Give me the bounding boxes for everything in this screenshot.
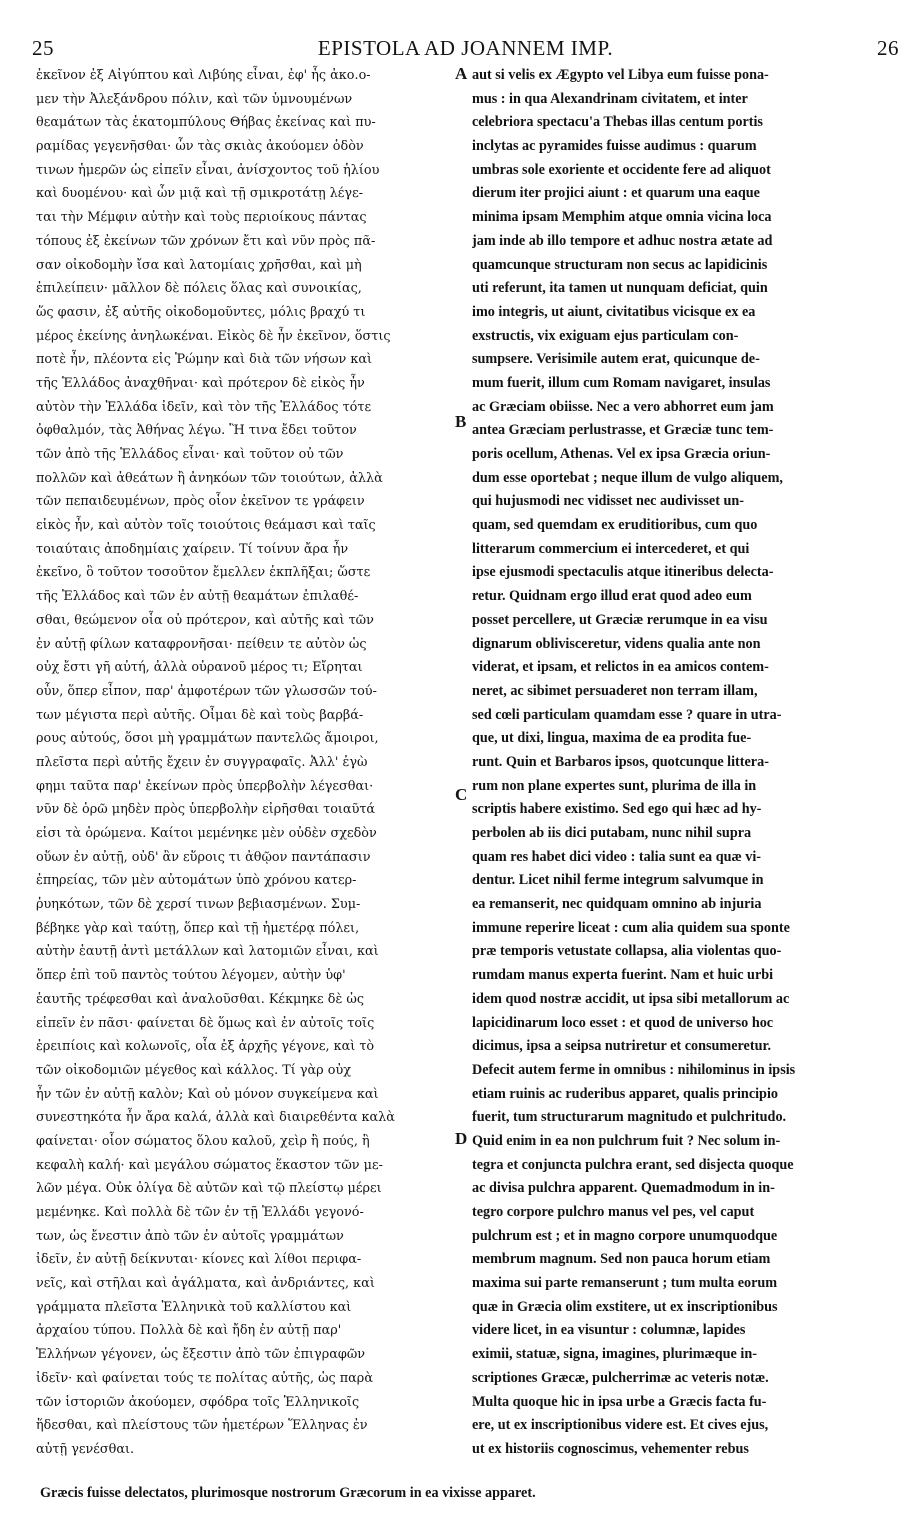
greek-text-line: ῥυηκότων, τῶν δὲ χερσί τινων βεβιασμένων. Συμ- (36, 897, 361, 913)
greek-text-line: μεμένηκε. Καὶ πολλὰ δὲ τῶν ἐν τῇ Ἑλλάδι γεγονό- (36, 1205, 364, 1220)
latin-text-line: litterarum commercium ei intercederet, et qui (472, 540, 750, 557)
latin-text-line: præ temporis vetustate collapsa, alia violentas quo- (472, 943, 782, 960)
greek-text-line: οὕων ἐν αὐτῇ, οὐδ' ἂν εὕροις τι ἀθῷον παντάπασιν (36, 849, 371, 865)
latin-text-line: pulchrum est ; et in magno corpore unumquodque (472, 1227, 778, 1244)
greek-text-line: γράμματα πλεῖστα Ἑλληνικὰ τοῦ καλλίστου καὶ (36, 1299, 352, 1315)
latin-text-line: uti referunt, ita tamen ut nunquam deficiat, quin (472, 280, 768, 297)
latin-text-line: rumdam manus experta fuerint. Nam et huic urbi (472, 967, 774, 984)
greek-text-line: λῶν μέγα. Οὐκ ὀλίγα δὲ αὐτῶν καὶ τῷ πλείστῳ μέρει (36, 1181, 382, 1197)
greek-text-line: βέβηκε γὰρ καὶ ταύτῃ, ὅπερ καὶ τῇ ἡμετέρᾳ πόλει, (36, 920, 360, 936)
latin-text-line: ac Græciam obiisse. Nec a vero abhorret eum jam (472, 398, 774, 415)
greek-text-line: ραμίδας γεγενῆσθαι· ὧν τὰς σκιὰς ἀκούομεν ὁδὸν (36, 139, 364, 155)
greek-text-line: ἐκεῖνο, ὃ τοῦτον τοσοῦτον ἔμελλεν ἐκπλῆξαι; ὥστε (36, 565, 371, 581)
greek-text-line: ὥς φασιν, ἐξ αὐτῆς οἰκοδομοῦντες, μόλις βραχύ τι (36, 304, 366, 320)
greek-text-line: οὐχ ἔστι γῆ αὐτή, ἀλλὰ οὐρανοῦ μέρος τι; Εἴρηται (36, 660, 363, 676)
latin-text-line: Quid enim in ea non pulchrum fuit ? Nec solum in- (472, 1132, 781, 1149)
latin-text-line: poris ocellum, Athenas. Vel ex ipsa Græcia oriun- (472, 446, 771, 462)
latin-text-line: quæ in Græcia olim exstitere, ut ex inscriptionibus (472, 1298, 778, 1315)
greek-text-line: ἥδεσθαι, καὶ πλείστους τῶν ἡμετέρων Ἕλληνας ἐν (36, 1418, 368, 1434)
latin-text-line: fuerit, tum structurarum magnitudo et pulchritudo. (472, 1109, 787, 1126)
latin-text-line: rum non plane expertes sunt, plurima de illa in (472, 777, 757, 794)
latin-text-line: quamcunque structuram non secus ac lapidicinis (472, 256, 768, 273)
greek-text-line: αὐτῇ γενέσθαι. (36, 1441, 135, 1457)
latin-text-line: maxima sui parte remanserunt ; tum multa eorum (472, 1275, 778, 1292)
greek-text-line: θεαμάτων τὰς ἑκατομπύλους Θήβας ἐκείνας καὶ πυ- (36, 115, 376, 131)
greek-text-line: αὐτὴν ἑαυτῇ ἀντὶ μετάλλων καὶ λατομιῶν εἶναι, καὶ (36, 944, 379, 960)
latin-text-line: quam res habet dici video : talia sunt ea quæ vi- (472, 848, 762, 865)
greek-text-line: ὀφθαλμόν, τὰς Ἀθήνας λέγω. Ἢ τινα ἔδει τοῦτον (36, 423, 357, 439)
latin-text-line: idem quod nostræ accidit, ut ipsa sibi metallorum ac (472, 990, 790, 1007)
greek-text-line: εἰσι τὰ ὁρώμενα. Καίτοι μεμένηκε μὲν οὐδὲν σχεδὸν (36, 826, 377, 841)
latin-text-line: ea remanserit, nec quidquam omnino ab injuria (472, 896, 762, 913)
greek-text-line: κεφαλὴ καλή· καὶ μεγάλου σώματος ἕκαστον τῶν με- (36, 1157, 383, 1173)
latin-text-line: qui hujusmodi nec vidisset nec audivisset un- (472, 493, 744, 510)
greek-text-line: εἰπεῖν ἐν πᾶσι· φαίνεται δὲ ὅμως καὶ ἐν αὐτοῖς τοῖς (36, 1015, 375, 1031)
latin-text-line: immune reperire liceat : cum alia quidem sua sponte (472, 919, 790, 936)
greek-text-line: ἰδεῖν· καὶ φαίνεται τούς τε πολίτας αὐτῆς, ὡς παρὰ (36, 1370, 373, 1386)
latin-text-line: que, ut dixi, lingua, maxima de ea prodita fue- (472, 730, 752, 747)
greek-text-line: μέρος ἐκείνης ἀνηλωκέναι. Εἰκὸς δὲ ἦν ἐκεῖνον, ὅστις (36, 328, 391, 344)
greek-text-line: φημι ταῦτα παρ' ἐκείνων πρὸς ὑπερβολὴν λέγεσθαι· (36, 778, 374, 794)
greek-text-line: ὅπερ ἐπὶ τοῦ παντὸς τούτου λέγομεν, αὐτὴν ὑφ' (36, 968, 346, 984)
running-header (32, 36, 899, 64)
greek-text-line: τῶν ἀπὸ τῆς Ἑλλάδος εἶναι· καὶ τοῦτον οὐ τῶν (36, 447, 344, 462)
latin-text-line: jam inde ab illo tempore et adhuc nostra ætate ad (472, 232, 773, 249)
latin-text-line: etiam ruinis ac ruderibus apparet, qualis principio (472, 1085, 778, 1102)
latin-text-line: neret, ac sibimet persuaderet non terram illam, (472, 682, 758, 699)
latin-text-line: dentur. Licet nihil ferme integrum salvumque in (472, 872, 764, 889)
latin-text-line: eximii, statuæ, signa, imagines, plurimæque in- (472, 1346, 757, 1363)
greek-text-line: συνεστηκότα ἦν ἄρα καλά, ἀλλὰ καὶ διαιρεθέντα καλὰ (36, 1110, 395, 1126)
greek-text-line: ἐκεῖνον ἐξ Αἰγύπτου καὶ Λιβύης εἶναι, ἐφ' ἧς ἀκο.ο- (36, 68, 371, 83)
greek-text-line: ἑαυτῆς τρέφεσθαι καὶ ἀναλοῦσθαι. Κέκμηκε δὲ ὡς (36, 991, 364, 1007)
greek-text-line: ποτὲ ἦν, πλέοντα εἰς Ῥώμην καὶ διὰ τῶν νήσων καὶ (36, 352, 373, 368)
greek-text-line: τινων ἡμερῶν ὡς εἰπεῖν εἶναι, ἀνίσχοντος τοῦ ἡλίου (36, 162, 380, 178)
latin-text-line: dum esse oportebat ; neque illum de vulgo aliquem, (472, 469, 783, 486)
greek-text-line: πολλῶν καὶ ἀθεάτων ἢ ἀνηκόων τῶν τοιούτων, ἀλλὰ (36, 470, 383, 486)
latin-text-line: antea Græciam perlustrasse, et Græciæ tunc tem- (472, 422, 774, 439)
latin-text-line: ac divisa pulchra apparent. Quemadmodum in in- (472, 1180, 775, 1197)
latin-text-line: ut ex historiis cognoscimus, vehementer rebus (472, 1440, 749, 1457)
latin-text-line: dignarum oblivisceretur, videns qualia ante non (472, 635, 761, 652)
latin-text-line: dierum iter projici aiunt : et quarum una eaque (472, 185, 760, 202)
latin-text-line: Multa quoque hic in ipsa urbe a Græcis facta fu- (472, 1393, 767, 1410)
greek-text-line: ἐν αὐτῇ φίλων καταφρονῆσαι· πείθειν τε αὐτὸν ὡς (36, 636, 367, 652)
latin-text-line: imo integris, ut aiunt, civitatibus vicisque ex ea (472, 303, 756, 320)
greek-text-line: τῶν πεπαιδευμένων, πρὸς οἷον ἐκεῖνον τε γράφειν (36, 494, 365, 510)
greek-text-line: φαίνεται· οἷον σώματος ὅλου καλοῦ, χεὶρ ἢ πούς, ἢ (36, 1133, 370, 1149)
latin-text-line: dicimus, ipsa a seipsa nutriretur et consumeretur. (472, 1038, 771, 1055)
greek-text-line: μεν τὴν Ἀλεξάνδρου πόλιν, καὶ τῶν ὑμνουμένων (36, 91, 353, 107)
greek-text-line: ἐπηρείας, τῶν μὲν αὐτομάτων ὑπὸ χρόνου κατερ- (36, 873, 357, 889)
greek-text-line: ρους αὐτούς, ὅσοι μὴ γραμμάτων παντελῶς ἄμοιροι, (36, 731, 379, 747)
greek-text-line: σθαι, θεώμενον οἷα οὐ πρότερον, καὶ αὐτῆς καὶ τῶν (36, 612, 374, 628)
latin-text-line: scriptiones Græcæ, pulcherrimæ ac veteris notæ. (472, 1369, 769, 1386)
greek-text-line: νεῖς, καὶ στῆλαι καὶ ἀγάλματα, καὶ ἀνδριάντες, καὶ (36, 1276, 375, 1292)
latin-text-line: sed cœli particulam quamdam esse ? quare in utra- (472, 706, 782, 723)
latin-text-line: scriptis habere existimo. Sed ego qui hæc ad hy- (472, 801, 762, 818)
latin-text-line: viderat, et ipsam, et relictos in ea amicos contem- (472, 659, 769, 676)
greek-text-line: νῦν δὲ ὁρῶ μηδὲν πρὸς ὑπερβολὴν εἰρῆσθαι τοιαῦτά (36, 802, 376, 818)
latin-text-line: umbras sole exoriente et occidente fere ad aliquot (472, 161, 771, 178)
greek-text-line: ἐρειπίοις καὶ κολωνοῖς, οἷα ἐξ ἀρχῆς γέγονε, καὶ τὸ (36, 1039, 375, 1055)
greek-text-line: ται τὴν Μέμφιν αὐτὴν καὶ τοὺς περιοίκους πάντας (36, 210, 367, 226)
running-title: EPISTOLA AD JOANNEM IMP. (317, 36, 614, 60)
latin-text-line: posset percellere, ut Græciæ rerumque in ea visu (472, 611, 768, 628)
latin-text-line: videre licet, in ea visuntur : columnæ, lapides (472, 1322, 746, 1339)
greek-text-line: εἰκὸς ἦν, καὶ αὐτὸν τοῖς τοιούτοις θεάμασι καὶ ταῖς (36, 518, 376, 534)
latin-text-line: quam, sed quemdam ex eruditioribus, cum quo (472, 517, 758, 534)
greek-text-line: Ἑλλήνων γέγονεν, ὡς ἔξεστιν ἀπὸ τῶν ἐπιγραφῶν (36, 1347, 366, 1363)
section-marker-b: B (455, 412, 467, 431)
greek-text-line: ἦν τῶν ἐν αὐτῇ καλὸν; Καὶ οὐ μόνον συγκείμενα καὶ (36, 1086, 379, 1102)
greek-text-line: αὐτὸν τὴν Ἑλλάδα ἰδεῖν, καὶ τὸν τῆς Ἑλλάδος τότε (36, 399, 372, 415)
greek-text-line: καὶ δυομένου· καὶ ὧν μιᾷ καὶ τῇ σμικροτάτῃ λέγε- (36, 186, 364, 202)
latin-text-line: exstructis, vix exiguam ejus particulam con- (472, 327, 739, 344)
section-marker-c: C (455, 785, 468, 804)
greek-text-line: τῆς Ἑλλάδος ἀναχθῆναι· καὶ πρότερον δὲ εἰκὸς ἦν (36, 375, 365, 391)
greek-column (36, 64, 451, 1462)
latin-text-line: ere, ut ex inscriptionibus videre est. Et cives ejus, (472, 1417, 769, 1434)
latin-text-line: mus : in qua Alexandrinam civitatem, et inter (472, 90, 748, 107)
latin-text-line: mum fuerit, illum cum Romam navigaret, insulas (472, 374, 771, 391)
greek-text-line: τόπους ἐξ ἐκείνων τῶν χρόνων ἔτι καὶ νῦν πρὸς πᾶ- (36, 233, 376, 249)
latin-text-line: runt. Quin et Barbaros ipsos, quotcunque littera- (472, 753, 769, 770)
latin-text-line: ipse ejusmodi spectaculis atque itineribus delecta- (472, 564, 774, 581)
greek-text-line: ἐπιλείπειν· μᾶλλον δὲ πόλεις ὅλας καὶ συνοικίας, (36, 281, 362, 297)
greek-text-line: τῆς Ἑλλάδος καὶ τῶν ἐν αὐτῇ θεαμάτων ἐπιλαθέ- (36, 589, 359, 605)
greek-text-line: πλεῖστα περὶ αὐτῆς ἔχειν ἐν συγγραφαῖς. Ἀλλ' ἐγὼ (36, 754, 368, 770)
latin-text-line: tegra et conjuncta pulchra erant, sed disjecta quoque (472, 1156, 794, 1173)
greek-text-line: ἰδεῖν, ἐν αὐτῇ δείκνυται· κίονες καὶ λίθοι περιφα- (36, 1252, 362, 1268)
greek-text-line: τῶν οἰκοδομιῶν μέγεθος καὶ κάλλος. Τί γὰρ οὐχ (36, 1062, 352, 1078)
latin-text-line: minima ipsam Memphim atque omnia vicina loca (472, 209, 772, 226)
latin-text-line: lapicidinarum loco esset : et quod de universo hoc (472, 1014, 774, 1031)
latin-text-line: retur. Quidnam ergo illud erat quod adeo eum (472, 588, 752, 605)
latin-text-line: inclytas ac pyramides fuisse audimus : quarum (472, 138, 757, 155)
section-marker-a: A (455, 64, 468, 83)
greek-text-line: των μέγιστα περὶ αὐτῆς. Οἶμαι δὲ καὶ τοὺς βαρβά- (36, 707, 364, 723)
page-number-right: 26 (877, 36, 899, 60)
greek-text-line: των, ὡς ἔνεστιν ἀπὸ τῶν ἐν αὐτοῖς γραμμάτων (36, 1228, 344, 1244)
greek-text-line: σαν οἰκοδομὴν ἴσα καὶ λατομίαις χρῆσθαι, καὶ μὴ (36, 257, 362, 273)
greek-text-line: τῶν ἱστοριῶν ἀκούομεν, σφόδρα τοῖς Ἑλληνικοῖς (36, 1394, 360, 1410)
latin-text-line: sumpsere. Verisimile autem erat, quicunque de- (472, 351, 760, 368)
latin-text-line: membrum magnum. Sed non pauca horum etiam (472, 1251, 771, 1268)
greek-text-line: ἀρχαίου τύπου. Πολλὰ δὲ καὶ ἤδη ἐν αὐτῇ παρ' (36, 1323, 342, 1339)
latin-column (472, 64, 890, 1462)
latin-text-line: tegro corpore pulchro manus vel pes, vel caput (472, 1204, 755, 1220)
latin-text-line: perbolen ab iis dici putabam, nunc nihil supra (472, 825, 752, 841)
latin-text-line: aut si velis ex Ægypto vel Libya eum fuisse pona- (472, 67, 769, 83)
page-number-left: 25 (32, 36, 54, 60)
section-marker-d: D (455, 1129, 468, 1148)
closing-latin-line: Græcis fuisse delectatos, plurimosque nostrorum Græcorum in ea vixisse apparet. (40, 1485, 536, 1501)
greek-text-line: οὖν, ὅπερ εἶπον, παρ' ἀμφοτέρων τῶν γλωσσῶν τού- (36, 683, 377, 699)
latin-text-line: Defecit autem ferme in omnibus : nihilominus in ipsis (472, 1061, 796, 1078)
latin-text-line: celebriora spectacu'a Thebas illas centum portis (472, 114, 763, 131)
greek-text-line: τοιαύταις ἀποδημίαις χαίρειν. Τί τοίνυν ἄρα ἦν (36, 541, 349, 557)
